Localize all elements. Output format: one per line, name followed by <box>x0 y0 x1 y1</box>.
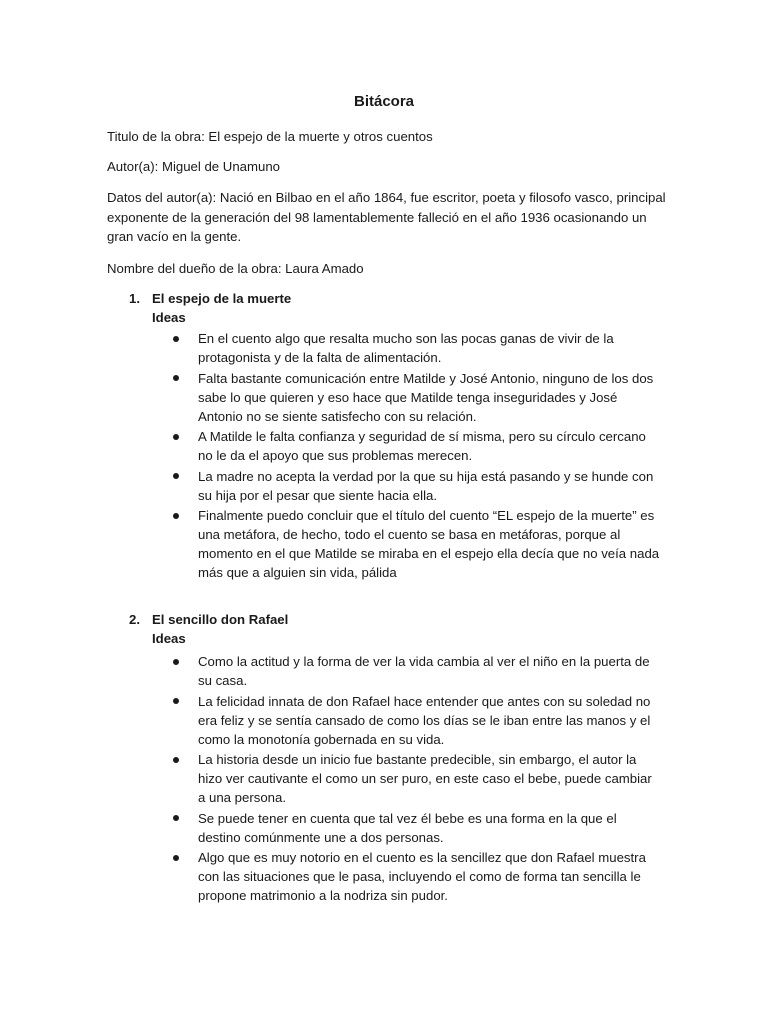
idea-item <box>0 369 660 426</box>
section-title: El espejo de la muerte <box>152 291 292 306</box>
idea-text: La historia desde un inicio fue bastante predecible, sin embargo, el autor la hizo ver cautivante el como un ser puro, en este caso el bebe, puede cambiar a una persona. <box>198 752 652 805</box>
bullet-icon <box>173 513 179 519</box>
bullet-icon <box>173 473 179 479</box>
page-title: Bitácora <box>353 93 415 110</box>
idea-item <box>0 750 660 807</box>
idea-item <box>0 692 660 749</box>
section-number: 1. <box>129 291 140 306</box>
bullet-icon <box>173 757 179 763</box>
section-title: El sencillo don Rafael <box>152 612 289 627</box>
idea-text: Como la actitud y la forma de ver la vida cambia al ver el niño en la puerta de su casa. <box>198 654 650 688</box>
idea-text: En el cuento algo que resalta mucho son las pocas ganas de vivir de la protagonista y de la falta de alimentación. <box>198 331 614 365</box>
idea-text: La felicidad innata de don Rafael hace entender que antes con su soledad no era feliz y se sentía cansado de como los días se le iban entre las manos y el como la monotonía gobernada en su vida. <box>198 693 651 747</box>
idea-item <box>0 809 660 847</box>
obra-line: Titulo de la obra: El espejo de la muerte y otros cuentos <box>107 129 433 144</box>
bullet-icon <box>173 659 179 665</box>
section-number: 2. <box>129 612 140 627</box>
idea-text: Falta bastante comunicación entre Matilde y José Antonio, ninguno de los dos sabe lo que quieren y eso hace que Matilde tenga inseguridades y José Antonio no se siente satisfecho con su relación. <box>198 370 654 424</box>
idea-item <box>0 427 660 465</box>
idea-text: La madre no acepta la verdad por la que su hija está pasando y se hunde con su hija por el pesar que siente hacia ella. <box>198 468 654 503</box>
bullet-icon <box>173 855 179 861</box>
bullet-icon <box>173 698 179 704</box>
section-subtitle: Ideas <box>152 631 186 646</box>
idea-item <box>0 652 660 690</box>
idea-item <box>0 848 660 905</box>
ideas-list <box>0 652 768 907</box>
bullet-icon <box>173 815 179 821</box>
idea-text: Finalmente puedo concluir que el título del cuento “EL espejo de la muerte” es una metáfora, de hecho, todo el cuento se basa en metáforas, porque al momento en el que Matilde se miraba en el espejo ella decía que no veía nada más que a alguien sin vida, pálida <box>198 508 660 580</box>
idea-item <box>0 467 660 505</box>
autor-line: Autor(a): Miguel de Unamuno <box>107 159 280 174</box>
idea-text: A Matilde le falta confianza y seguridad de sí misma, pero su círculo cercano no le da el apoyo que sus problemas merecen. <box>198 429 646 463</box>
bullet-icon <box>173 434 179 440</box>
idea-item <box>0 329 660 367</box>
idea-item <box>0 506 660 582</box>
idea-text: Algo que es muy notorio en el cuento es la sencillez que don Rafael muestra con las situaciones que le pasa, incluyendo el como de forma tan sencilla le propone matrimonio a la nodriza sin pudor. <box>198 850 646 903</box>
ideas-list <box>0 329 768 584</box>
datos-autor-paragraph: Datos del autor(a): Nació en Bilbao en el año 1864, fue escritor, poeta y filosofo vasco, principal exponente de la generación del 98 lamentablemente falleció en el año 1936 ocasionando un gran vacío en la gente. <box>107 190 666 244</box>
bullet-icon <box>173 375 179 381</box>
idea-text: Se puede tener en cuenta que tal vez él bebe es una forma en la que el destino comúnmente une a dos personas. <box>198 810 617 845</box>
bullet-icon <box>173 336 179 342</box>
section-subtitle: Ideas <box>152 310 186 325</box>
dueno-line: Nombre del dueño de la obra: Laura Amado <box>107 261 364 276</box>
